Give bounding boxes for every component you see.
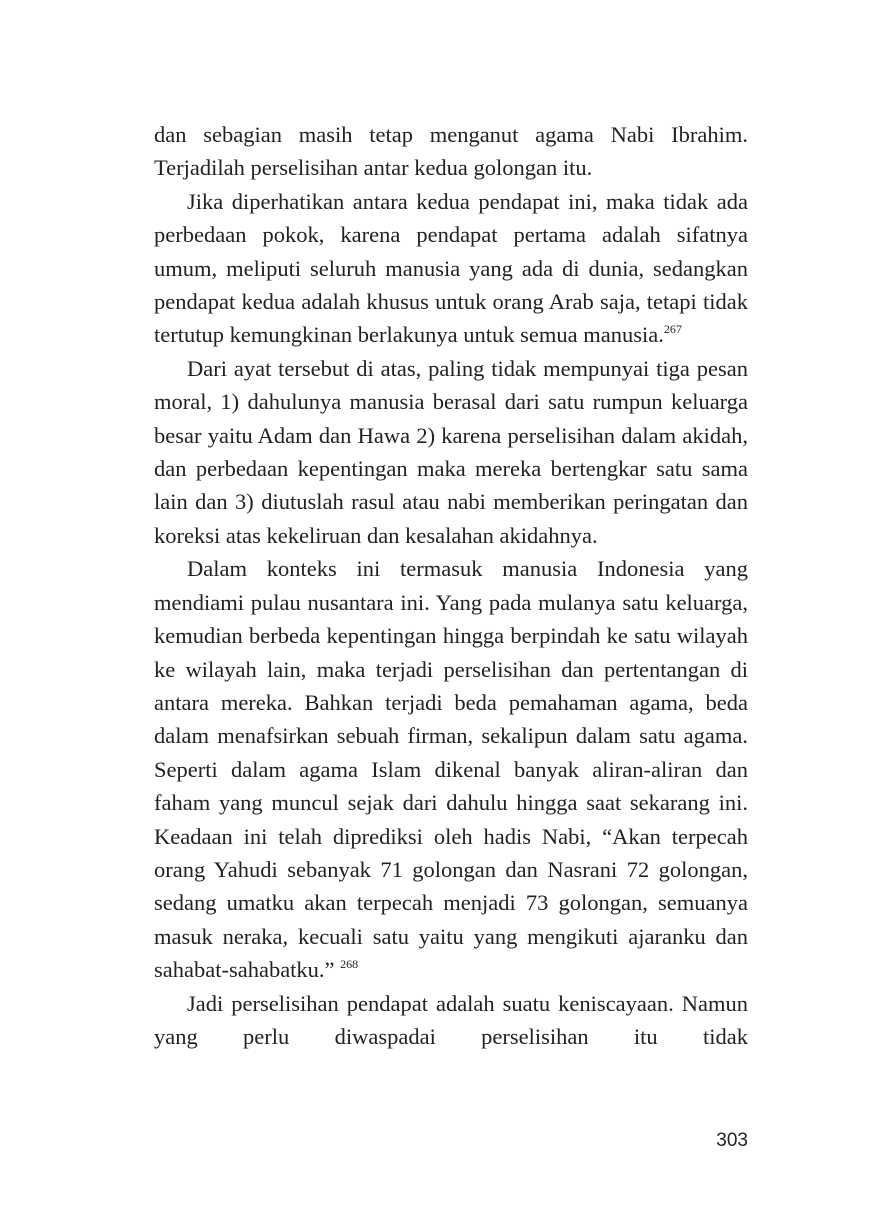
page-number: 303 — [716, 1130, 748, 1151]
paragraph-2-text: Jika diperhatikan antara kedua pendapat ini, maka tidak ada perbedaan pokok, karena pendapat pertama adalah sifatnya umum, meliputi seluruh manusia yang ada di dunia, sedangkan pendapat kedua adalah khusus untuk orang Arab saja, tetapi tidak tertutup kemungkinan berlakunya untuk semua manusia. — [154, 188, 748, 348]
paragraph-1-text: dan sebagian masih tetap menganut agama Nabi Ibrahim. Terjadilah perselisihan antar kedua golongan itu. — [154, 122, 748, 181]
paragraph-1 — [154, 118, 748, 185]
paragraph-3-text: Dari ayat tersebut di atas, paling tidak mempunyai tiga pesan moral, 1) dahulunya manusia berasal dari satu rumpun keluarga besar yaitu Adam dan Hawa 2) karena perselisihan dalam akidah, dan perbedaan kepentingan maka mereka bertengkar satu sama lain dan 3) diutuslah rasul atau nabi memberikan peringatan dan koreksi atas kekeliruan dan kesalahan akidahnya. — [154, 355, 748, 548]
paragraph-4 — [154, 552, 748, 986]
paragraph-3 — [154, 352, 748, 552]
paragraph-2 — [154, 185, 748, 352]
paragraph-4-text: Dalam konteks ini termasuk manusia Indonesia yang mendiami pulau nusantara ini. Yang pada mulanya satu keluarga, kemudian berbeda kepentingan hingga berpindah ke satu wilayah ke wilayah lain, maka terjadi perselisihan dan pertentangan di antara mereka. Bahkan terjadi beda pemahaman agama, beda dalam menafsirkan sebuah firman, sekalipun dalam satu agama. Seperti dalam agama Islam dikenal banyak aliran-aliran dan faham yang muncul sejak dari dahulu hingga saat sekarang ini. Keadaan ini telah diprediksi oleh hadis Nabi, “Akan terpecah orang Yahudi sebanyak 71 golongan dan Nasrani 72 golongan, sedang umatku akan terpecah menjadi 73 golongan, semuanya masuk neraka, kecuali satu yaitu yang mengikuti ajaranku dan sahabat-sahabatku.” — [154, 556, 748, 983]
footnote-marker-268: 268 — [340, 957, 359, 972]
paragraph-5 — [154, 987, 748, 1054]
paragraph-5-text: Jadi perselisihan pendapat adalah suatu keniscayaan. Namun yang perlu diwaspadai perselisihan itu tidak — [154, 990, 748, 1049]
footnote-marker-267: 267 — [663, 322, 682, 337]
page-body — [154, 118, 748, 1053]
